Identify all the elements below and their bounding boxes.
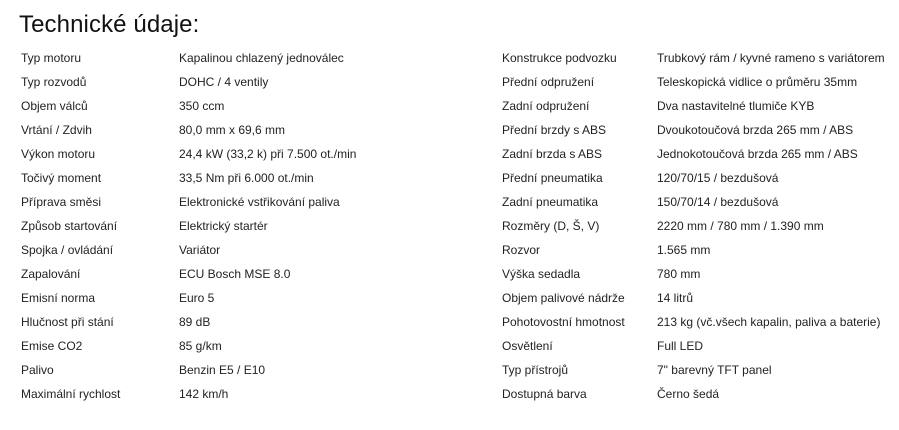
spec-value: 14 litrů: [657, 291, 694, 305]
spec-label: Emise CO2: [21, 339, 83, 353]
spec-row: [482, 46, 897, 70]
spec-row: [0, 358, 469, 382]
spec-label: Rozměry (D, Š, V): [502, 219, 600, 233]
spec-label: Způsob startování: [21, 219, 118, 233]
spec-value: 142 km/h: [179, 387, 229, 401]
spec-row: [0, 118, 469, 142]
spec-row: [0, 286, 469, 310]
spec-value: 780 mm: [657, 267, 701, 281]
spec-label: Osvětlení: [502, 339, 553, 353]
spec-row: [0, 334, 469, 358]
spec-table-right: [482, 46, 897, 406]
spec-value: 1.565 mm: [657, 243, 711, 257]
spec-label: Rozvor: [502, 243, 541, 257]
spec-row: [0, 94, 469, 118]
spec-label: Příprava směsi: [21, 195, 102, 209]
spec-value: Teleskopická vidlice o průměru 35mm: [657, 75, 858, 89]
spec-value: Kapalinou chlazený jednoválec: [179, 51, 344, 65]
spec-value: 350 ccm: [179, 99, 225, 113]
spec-value: 213 kg (vč.všech kapalin, paliva a baterie): [657, 315, 881, 329]
spec-label: Dostupná barva: [502, 387, 587, 401]
spec-label: Emisní norma: [21, 291, 96, 305]
spec-row: [0, 238, 469, 262]
spec-row: [0, 214, 469, 238]
spec-row: [482, 70, 897, 94]
spec-row: [0, 166, 469, 190]
spec-label: Hlučnost při stání: [21, 315, 114, 329]
spec-label: Typ rozvodů: [21, 75, 87, 89]
spec-row: [482, 358, 897, 382]
spec-row: [482, 142, 897, 166]
spec-row: [482, 334, 897, 358]
spec-label: Typ přístrojů: [502, 363, 569, 377]
spec-row: [482, 238, 897, 262]
spec-label: Palivo: [21, 363, 54, 377]
spec-label: Přední odpružení: [502, 75, 595, 89]
spec-value: Full LED: [657, 339, 704, 353]
spec-label: Maximální rychlost: [21, 387, 121, 401]
spec-value: DOHC / 4 ventily: [179, 75, 269, 89]
page-title: Technické údaje:: [19, 11, 200, 38]
spec-value: 150/70/14 / bezdušová: [657, 195, 779, 209]
spec-label: Výkon motoru: [21, 147, 96, 161]
spec-label: Přední brzdy s ABS: [502, 123, 607, 137]
spec-value: Jednokotoučová brzda 265 mm / ABS: [657, 147, 858, 161]
spec-label: Spojka / ovládání: [21, 243, 114, 257]
spec-value: Euro 5: [179, 291, 215, 305]
spec-row: [482, 214, 897, 238]
spec-value: Dvoukotoučová brzda 265 mm / ABS: [657, 123, 854, 137]
spec-row: [482, 166, 897, 190]
spec-value: Trubkový rám / kyvné rameno s variátorem: [657, 51, 885, 65]
spec-row: [482, 262, 897, 286]
spec-value: 85 g/km: [179, 339, 222, 353]
spec-value: 80,0 mm x 69,6 mm: [179, 123, 286, 137]
spec-value: 2220 mm / 780 mm / 1.390 mm: [657, 219, 824, 233]
spec-table-left: [0, 46, 469, 406]
spec-label: Objem válců: [21, 99, 88, 113]
spec-row: [0, 190, 469, 214]
spec-label: Pohotovostní hmotnost: [502, 315, 625, 329]
spec-row: [0, 142, 469, 166]
spec-label: Zadní pneumatika: [502, 195, 599, 209]
spec-value: Dva nastavitelné tlumiče KYB: [657, 99, 815, 113]
spec-value: ECU Bosch MSE 8.0: [179, 267, 291, 281]
spec-row: [482, 382, 897, 406]
spec-row: [0, 310, 469, 334]
spec-row: [482, 286, 897, 310]
spec-value: Benzin E5 / E10: [179, 363, 266, 377]
spec-label: Zadní brzda s ABS: [502, 147, 603, 161]
spec-value: 33,5 Nm při 6.000 ot./min: [179, 171, 314, 185]
spec-value: Elektrický startér: [179, 219, 268, 233]
spec-value: 7" barevný TFT panel: [657, 363, 772, 377]
spec-label: Objem palivové nádrže: [502, 291, 625, 305]
spec-row: [482, 190, 897, 214]
spec-row: [482, 310, 897, 334]
spec-row: [0, 262, 469, 286]
spec-row: [0, 382, 469, 406]
spec-value: 24,4 kW (33,2 k) při 7.500 ot./min: [179, 147, 357, 161]
spec-label: Typ motoru: [21, 51, 82, 65]
spec-label: Zapalování: [21, 267, 81, 281]
spec-label: Točivý moment: [21, 171, 102, 185]
spec-label: Konstrukce podvozku: [502, 51, 617, 65]
spec-label: Výška sedadla: [502, 267, 581, 281]
spec-row: [482, 118, 897, 142]
spec-value: Černo šedá: [657, 387, 720, 401]
spec-label: Vrtání / Zdvih: [21, 123, 92, 137]
spec-value: 120/70/15 / bezdušová: [657, 171, 779, 185]
spec-label: Přední pneumatika: [502, 171, 603, 185]
spec-row: [482, 94, 897, 118]
spec-value: Elektronické vstřikování paliva: [179, 195, 340, 209]
spec-value: 89 dB: [179, 315, 211, 329]
spec-row: [0, 70, 469, 94]
spec-value: Variátor: [179, 243, 221, 257]
spec-label: Zadní odpružení: [502, 99, 590, 113]
spec-row: [0, 46, 469, 70]
